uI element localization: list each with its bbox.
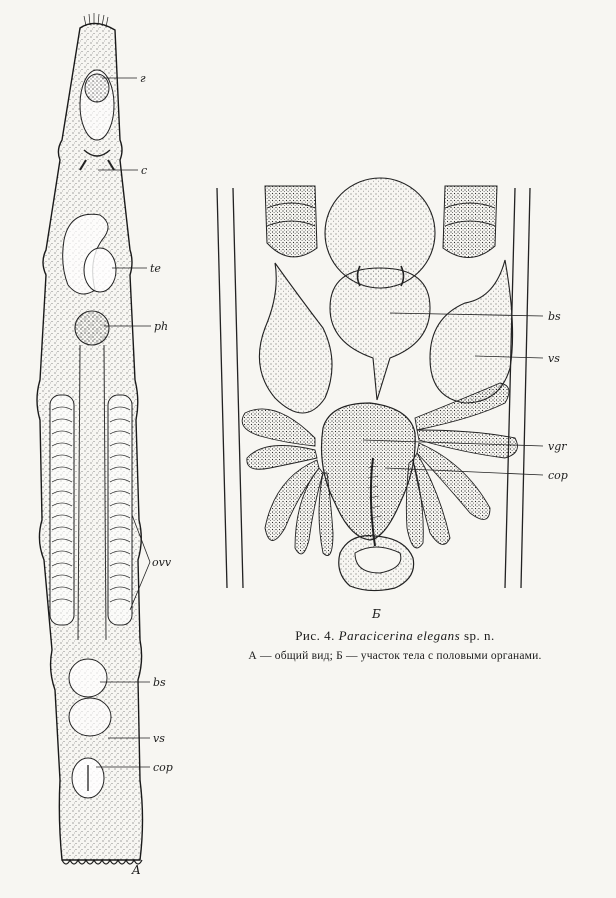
label-a-vs: vs [153,732,165,745]
copulatory-organ-b [322,403,416,540]
caption-species: Paracicerina elegans [338,628,461,643]
caption-prefix: Рис. 4. [295,628,339,643]
caption-title [180,628,610,644]
label-a-bs: bs [153,676,166,689]
bursa-seminalis [330,268,430,400]
vitelline-glands-right [406,383,517,548]
vesicula-seminalis [69,698,111,736]
figure-caption [180,628,610,662]
caption-legend: А — общий вид; Б — участок тела с половыми органами. [248,650,542,662]
label-a-ph: ph [154,320,169,333]
vesicula-seminalis-right [430,260,513,403]
label-a-te: te [150,262,161,275]
ovary-right [108,395,132,625]
panel-label-a: A [132,863,141,877]
vesicula-seminalis-left [259,263,332,413]
figure-a-whole-body [0,0,175,898]
label-b-vs: vs [548,352,560,365]
figure-b-genital-organs [205,168,568,593]
label-b-vgr: vgr [548,440,567,453]
vitelline-glands-left [242,409,333,556]
pharynx [75,311,109,345]
bursa [69,659,107,697]
caption-suffix: sp. n. [460,628,495,643]
label-a-ovv: ovv [152,556,172,569]
label-a-c: с [141,164,148,177]
ovary-left [50,395,74,625]
panel-label-b: Б [372,607,381,621]
label-a-r: г [140,72,146,85]
label-b-bs: bs [548,310,561,323]
label-a-cop: cop [153,761,173,774]
label-b-cop: cop [548,469,568,482]
